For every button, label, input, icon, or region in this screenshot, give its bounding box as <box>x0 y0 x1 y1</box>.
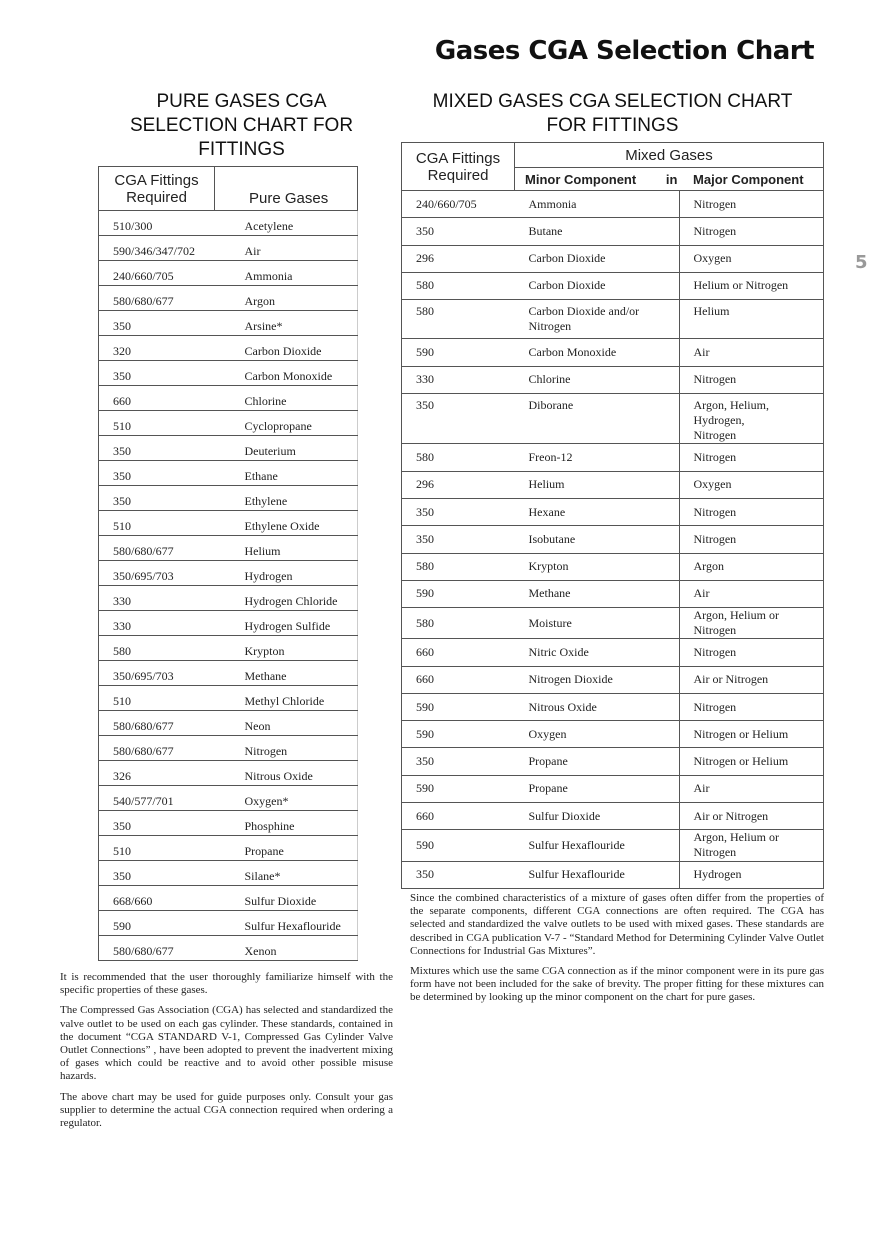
table-row <box>402 471 824 498</box>
page-number: 5 <box>855 252 868 273</box>
fitting-cell: 350 <box>402 218 515 245</box>
col-header-fittings: CGA Fittings Required <box>402 143 515 191</box>
fitting-cell: 668/660 <box>99 886 215 911</box>
minor-cell: Propane <box>515 775 680 802</box>
minor-cell: Hexane <box>515 499 680 526</box>
table-row <box>99 636 358 661</box>
table-row <box>99 536 358 561</box>
fitting-cell: 350 <box>99 361 215 386</box>
table-row <box>99 861 358 886</box>
fitting-cell: 330 <box>99 586 215 611</box>
fitting-cell: 350 <box>99 461 215 486</box>
fitting-cell: 590 <box>402 721 515 748</box>
table-row <box>99 436 358 461</box>
major-cell: Argon, Helium, Hydrogen, Nitrogen <box>679 393 824 444</box>
table-row <box>99 486 358 511</box>
table-row <box>402 553 824 580</box>
major-cell: Nitrogen <box>679 639 824 666</box>
gas-cell: Xenon <box>215 936 358 961</box>
table-row <box>99 386 358 411</box>
table-row <box>99 561 358 586</box>
gas-cell: Methane <box>215 661 358 686</box>
minor-cell: Sulfur Dioxide <box>515 802 680 829</box>
fitting-cell: 510 <box>99 411 215 436</box>
gas-cell: Helium <box>215 536 358 561</box>
gas-cell: Krypton <box>215 636 358 661</box>
gas-cell: Ethylene Oxide <box>215 511 358 536</box>
fitting-cell: 296 <box>402 471 515 498</box>
fitting-cell: 580 <box>402 300 515 339</box>
fitting-cell: 590/346/347/702 <box>99 236 215 261</box>
minor-cell: Chlorine <box>515 366 680 393</box>
table-row <box>99 511 358 536</box>
note-paragraph: Mixtures which use the same CGA connection as if the minor component were in its pure gas form have not been included for the sake of brevity. The proper fitting for these mixtures can be determined by looking up the minor component on the chart for pure gases. <box>410 965 824 1004</box>
fitting-cell: 350 <box>402 393 515 444</box>
major-cell: Air or Nitrogen <box>679 802 824 829</box>
fitting-cell: 580/680/677 <box>99 936 215 961</box>
col-header-mixed-gases: Mixed Gases <box>515 143 824 168</box>
gas-cell: Ammonia <box>215 261 358 286</box>
table-row <box>402 444 824 471</box>
gas-cell: Hydrogen Sulfide <box>215 611 358 636</box>
fitting-cell: 590 <box>402 580 515 607</box>
gas-cell: Chlorine <box>215 386 358 411</box>
table-row <box>99 711 358 736</box>
note-paragraph: The Compressed Gas Association (CGA) has selected and standardized the valve outlet to be used on each gas cylinder. These standards, contained in the document “CGA STANDARD V-1, Compressed Gas Cylinder Valve Outlet Connections” , have been adopted to prevent the inadvertent mixing of gases which could be reactive and to avoid other possible misuse hazards. <box>60 1004 393 1083</box>
table-row <box>402 861 824 888</box>
major-cell: Hydrogen <box>679 861 824 888</box>
table-row <box>99 836 358 861</box>
fitting-cell: 350 <box>99 861 215 886</box>
table-row <box>99 411 358 436</box>
fitting-cell: 590 <box>402 693 515 720</box>
major-cell: Nitrogen <box>679 366 824 393</box>
fitting-cell: 660 <box>402 802 515 829</box>
minor-cell: Sulfur Hexaflouride <box>515 861 680 888</box>
gas-cell: Hydrogen Chloride <box>215 586 358 611</box>
fitting-cell: 350 <box>402 748 515 775</box>
fitting-cell: 350 <box>99 436 215 461</box>
major-cell: Nitrogen or Helium <box>679 721 824 748</box>
fitting-cell: 510 <box>99 686 215 711</box>
table-row <box>99 286 358 311</box>
minor-cell: Helium <box>515 471 680 498</box>
fitting-cell: 326 <box>99 761 215 786</box>
table-row <box>99 311 358 336</box>
fitting-cell: 510 <box>99 836 215 861</box>
gas-cell: Acetylene <box>215 211 358 236</box>
gas-cell: Methyl Chloride <box>215 686 358 711</box>
major-cell: Nitrogen <box>679 218 824 245</box>
major-cell: Nitrogen <box>679 499 824 526</box>
minor-cell: Methane <box>515 580 680 607</box>
table-row <box>99 611 358 636</box>
fitting-cell: 580 <box>402 272 515 299</box>
table-row <box>402 245 824 272</box>
table-row <box>402 830 824 861</box>
major-cell: Oxygen <box>679 245 824 272</box>
minor-cell: Sulfur Hexaflouride <box>515 830 680 861</box>
gas-cell: Air <box>215 236 358 261</box>
minor-cell: Isobutane <box>515 526 680 553</box>
fitting-cell: 580/680/677 <box>99 536 215 561</box>
table-row <box>99 661 358 686</box>
table-row <box>402 748 824 775</box>
gas-cell: Deuterium <box>215 436 358 461</box>
major-cell: Nitrogen <box>679 444 824 471</box>
table-row <box>402 608 824 639</box>
fitting-cell: 510/300 <box>99 211 215 236</box>
fitting-cell: 350 <box>99 311 215 336</box>
mixed-gases-table <box>401 142 824 882</box>
gas-cell: Arsine* <box>215 311 358 336</box>
major-cell: Argon, Helium or Nitrogen <box>679 608 824 639</box>
gas-cell: Propane <box>215 836 358 861</box>
minor-cell: Freon-12 <box>515 444 680 471</box>
pure-heading: PURE GASES CGA SELECTION CHART FOR FITTINGS <box>129 91 354 160</box>
table-row <box>99 361 358 386</box>
table-row <box>402 393 824 444</box>
fitting-cell: 590 <box>99 911 215 936</box>
gas-cell: Neon <box>215 711 358 736</box>
major-cell: Nitrogen <box>679 191 824 218</box>
table-row <box>402 191 824 218</box>
major-cell: Air <box>679 339 824 366</box>
fitting-cell: 580/680/677 <box>99 286 215 311</box>
minor-cell: Krypton <box>515 553 680 580</box>
pure-gases-table <box>98 166 358 961</box>
col-header-pure-gases: Pure Gases <box>215 167 358 211</box>
table-row <box>99 586 358 611</box>
table-row <box>402 366 824 393</box>
col-header-major: Major Component <box>693 171 804 187</box>
minor-cell: Carbon Dioxide <box>515 245 680 272</box>
minor-cell: Oxygen <box>515 721 680 748</box>
left-column <box>60 90 393 1137</box>
major-cell: Nitrogen <box>679 693 824 720</box>
fitting-cell: 590 <box>402 830 515 861</box>
gas-cell: Cyclopropane <box>215 411 358 436</box>
gas-cell: Nitrogen <box>215 736 358 761</box>
fitting-cell: 510 <box>99 511 215 536</box>
gas-cell: Argon <box>215 286 358 311</box>
table-row <box>99 761 358 786</box>
table-row <box>99 461 358 486</box>
gas-cell: Oxygen* <box>215 786 358 811</box>
fitting-cell: 660 <box>402 639 515 666</box>
table-row <box>402 693 824 720</box>
col-header-fittings: CGA Fittings Required <box>99 167 215 211</box>
minor-cell: Carbon Monoxide <box>515 339 680 366</box>
table-row <box>99 786 358 811</box>
fitting-cell: 296 <box>402 245 515 272</box>
minor-cell: Carbon Dioxide and/or Nitrogen <box>515 300 680 339</box>
major-cell: Argon <box>679 553 824 580</box>
page-title: Gases CGA Selection Chart <box>434 36 814 66</box>
major-cell: Air <box>679 775 824 802</box>
gas-cell: Silane* <box>215 861 358 886</box>
fitting-cell: 590 <box>402 339 515 366</box>
fitting-cell: 580 <box>402 444 515 471</box>
minor-cell: Nitric Oxide <box>515 639 680 666</box>
fitting-cell: 580 <box>402 608 515 639</box>
fitting-cell: 350 <box>99 486 215 511</box>
fitting-cell: 660 <box>402 666 515 693</box>
table-row <box>99 236 358 261</box>
gas-cell: Sulfur Hexaflouride <box>215 911 358 936</box>
gas-cell: Carbon Monoxide <box>215 361 358 386</box>
table-row <box>402 272 824 299</box>
major-cell: Helium or Nitrogen <box>679 272 824 299</box>
table-row <box>99 211 358 236</box>
table-row <box>402 499 824 526</box>
fitting-cell: 580/680/677 <box>99 711 215 736</box>
gas-cell: Ethylene <box>215 486 358 511</box>
fitting-cell: 540/577/701 <box>99 786 215 811</box>
fitting-cell: 580/680/677 <box>99 736 215 761</box>
fitting-cell: 590 <box>402 775 515 802</box>
fitting-cell: 350 <box>402 499 515 526</box>
fitting-cell: 350 <box>402 861 515 888</box>
table-row <box>99 686 358 711</box>
table-row <box>402 721 824 748</box>
fitting-cell: 660 <box>99 386 215 411</box>
minor-cell: Nitrous Oxide <box>515 693 680 720</box>
gas-cell: Carbon Dioxide <box>215 336 358 361</box>
table-row <box>99 336 358 361</box>
major-cell: Helium <box>679 300 824 339</box>
minor-cell: Diborane <box>515 393 680 444</box>
gas-cell: Sulfur Dioxide <box>215 886 358 911</box>
table-row <box>402 218 824 245</box>
note-paragraph: It is recommended that the user thoroughly familiarize himself with the specific properties of these gases. <box>60 971 393 997</box>
col-subheaders <box>515 168 824 191</box>
table-row <box>402 802 824 829</box>
fitting-cell: 580 <box>99 636 215 661</box>
gas-cell: Ethane <box>215 461 358 486</box>
minor-cell: Ammonia <box>515 191 680 218</box>
minor-cell: Butane <box>515 218 680 245</box>
table-row <box>402 639 824 666</box>
fitting-cell: 350 <box>402 526 515 553</box>
note-paragraph: The above chart may be used for guide purposes only. Consult your gas supplier to determine the actual CGA connection required when ordering a regulator. <box>60 1090 393 1130</box>
minor-cell: Propane <box>515 748 680 775</box>
col-header-minor: Minor Component <box>525 171 637 187</box>
major-cell: Air or Nitrogen <box>679 666 824 693</box>
minor-cell: Nitrogen Dioxide <box>515 666 680 693</box>
fitting-cell: 350 <box>99 811 215 836</box>
note-paragraph: Since the combined characteristics of a mixture of gases often differ from the properties of the separate components, different CGA connections are often required. The CGA has selected and standardized the valve outlets to be used with mixed gases. These standards are described in CGA publication V-7 - “Standard Method for Determining Cylinder Valve Outlet Connections for Industrial Gas Mixtures”. <box>410 892 824 957</box>
fitting-cell: 580 <box>402 553 515 580</box>
table-row <box>402 580 824 607</box>
minor-cell: Moisture <box>515 608 680 639</box>
table-row <box>99 936 358 961</box>
table-row <box>402 666 824 693</box>
major-cell: Nitrogen or Helium <box>679 748 824 775</box>
fitting-cell: 320 <box>99 336 215 361</box>
major-cell: Nitrogen <box>679 526 824 553</box>
fitting-cell: 350/695/703 <box>99 561 215 586</box>
major-cell: Air <box>679 580 824 607</box>
fitting-cell: 240/660/705 <box>99 261 215 286</box>
fitting-cell: 240/660/705 <box>402 191 515 218</box>
right-column <box>401 90 824 1012</box>
table-row <box>99 811 358 836</box>
table-row <box>99 911 358 936</box>
gas-cell: Hydrogen <box>215 561 358 586</box>
table-row <box>402 526 824 553</box>
table-row <box>99 261 358 286</box>
major-cell: Argon, Helium or Nitrogen <box>679 830 824 861</box>
minor-cell: Carbon Dioxide <box>515 272 680 299</box>
fitting-cell: 330 <box>99 611 215 636</box>
table-row <box>402 339 824 366</box>
fitting-cell: 330 <box>402 366 515 393</box>
mixed-heading: MIXED GASES CGA SELECTION CHART FOR FITTINGS <box>432 91 793 136</box>
col-header-in: in <box>665 171 678 187</box>
left-notes <box>60 971 393 1137</box>
gas-cell: Phosphine <box>215 811 358 836</box>
major-cell: Oxygen <box>679 471 824 498</box>
table-row <box>99 736 358 761</box>
table-row <box>402 300 824 339</box>
right-notes <box>401 892 824 1012</box>
table-row <box>99 886 358 911</box>
fitting-cell: 350/695/703 <box>99 661 215 686</box>
table-row <box>402 775 824 802</box>
gas-cell: Nitrous Oxide <box>215 761 358 786</box>
